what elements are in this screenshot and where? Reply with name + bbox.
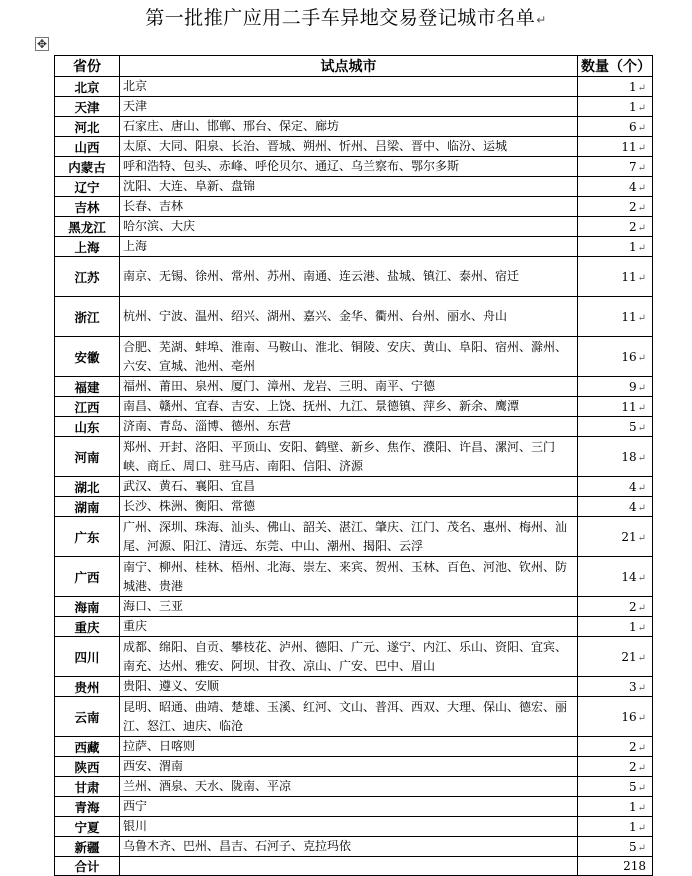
cell-mark-icon: ↵ xyxy=(637,572,646,584)
cities-cell xyxy=(120,597,578,617)
count-cell xyxy=(578,177,653,197)
cities-cell xyxy=(120,397,578,417)
cities-cell xyxy=(120,677,578,697)
cities-text: 西安、渭南 xyxy=(123,759,184,773)
table-row xyxy=(55,757,653,777)
count-text: 14 xyxy=(621,569,637,584)
cities-text: 乌鲁木齐、巴州、昌吉、石河子、克拉玛依 xyxy=(123,839,352,853)
table-row xyxy=(55,817,653,837)
cell-mark-icon: ↵ xyxy=(637,102,646,114)
cities-cell xyxy=(120,477,578,497)
cell-mark-icon: ↵ xyxy=(637,742,646,754)
count-cell xyxy=(578,697,653,737)
cities-cell xyxy=(120,817,578,837)
count-text: 11 xyxy=(621,139,637,154)
cities-table xyxy=(54,55,653,876)
count-text: 2 xyxy=(628,599,637,614)
cities-text: 武汉、黄石、襄阳、宜昌 xyxy=(123,479,256,493)
cities-cell xyxy=(120,617,578,637)
total-cities xyxy=(120,857,578,876)
table-row xyxy=(55,777,653,797)
province-cell: 内蒙古 xyxy=(55,157,120,177)
cities-cell xyxy=(120,257,578,297)
table-row xyxy=(55,677,653,697)
count-cell xyxy=(578,597,653,617)
count-text: 4 xyxy=(628,499,637,514)
table-row xyxy=(55,257,653,297)
cell-mark-icon: ↵ xyxy=(637,502,646,514)
count-cell xyxy=(578,217,653,237)
cities-text: 长春、吉林 xyxy=(123,199,184,213)
cities-text: 海口、三亚 xyxy=(123,599,184,613)
province-cell: 天津 xyxy=(55,97,120,117)
table-row xyxy=(55,117,653,137)
cell-mark-icon: ↵ xyxy=(637,452,646,464)
cell-mark-icon: ↵ xyxy=(637,622,646,634)
table-row xyxy=(55,297,653,337)
count-text: 2 xyxy=(628,739,637,754)
count-cell xyxy=(578,777,653,797)
cities-text: 哈尔滨、大庆 xyxy=(123,219,196,233)
count-cell xyxy=(578,497,653,517)
cell-mark-icon: ↵ xyxy=(637,222,646,234)
province-cell: 河南 xyxy=(55,437,120,477)
cities-text: 重庆 xyxy=(123,619,148,633)
cities-cell xyxy=(120,337,578,377)
province-cell: 四川 xyxy=(55,637,120,677)
table-row xyxy=(55,377,653,397)
count-cell xyxy=(578,837,653,857)
count-text: 11 xyxy=(621,399,637,414)
province-cell: 安徽 xyxy=(55,337,120,377)
cities-cell xyxy=(120,237,578,257)
document-title xyxy=(0,4,692,34)
cities-text: 济南、青岛、淄博、德州、东营 xyxy=(123,419,292,433)
count-text: 21 xyxy=(621,649,637,664)
count-text: 18 xyxy=(621,449,637,464)
cities-text: 拉萨、日喀则 xyxy=(123,739,196,753)
cell-mark-icon: ↵ xyxy=(637,352,646,364)
cities-cell xyxy=(120,297,578,337)
count-text: 2 xyxy=(628,219,637,234)
count-cell xyxy=(578,517,653,557)
table-row xyxy=(55,617,653,637)
count-cell xyxy=(578,237,653,257)
table-row xyxy=(55,397,653,417)
cell-mark-icon: ↵ xyxy=(637,312,646,324)
cell-mark-icon: ↵ xyxy=(637,762,646,774)
count-text: 1 xyxy=(628,239,637,254)
cell-mark-icon: ↵ xyxy=(637,142,646,154)
province-cell: 福建 xyxy=(55,377,120,397)
province-cell: 辽宁 xyxy=(55,177,120,197)
cell-mark-icon: ↵ xyxy=(637,602,646,614)
cell-mark-icon: ↵ xyxy=(637,122,646,134)
table-body xyxy=(55,77,653,876)
table-row xyxy=(55,557,653,597)
header-province: 省份 xyxy=(55,56,120,77)
cell-mark-icon: ↵ xyxy=(637,652,646,664)
title-text: 第一批推广应用二手车异地交易登记城市名单 xyxy=(145,7,536,29)
count-cell xyxy=(578,637,653,677)
cell-mark-icon: ↵ xyxy=(637,182,646,194)
cities-cell xyxy=(120,97,578,117)
cities-cell xyxy=(120,497,578,517)
cities-text: 成都、绵阳、自贡、攀枝花、泸州、德阳、广元、遂宁、内江、乐山、资阳、宜宾、南充、达州、雅安、阿坝、甘孜、凉山、广安、巴中、眉山 xyxy=(123,639,568,673)
table-row xyxy=(55,237,653,257)
count-text: 7 xyxy=(628,159,637,174)
table-row xyxy=(55,197,653,217)
cities-cell xyxy=(120,517,578,557)
count-cell xyxy=(578,737,653,757)
count-cell xyxy=(578,557,653,597)
count-text: 11 xyxy=(621,309,637,324)
count-text: 5 xyxy=(628,419,637,434)
table-move-handle-icon[interactable]: ✥ xyxy=(36,37,48,51)
count-text: 1 xyxy=(628,799,637,814)
cities-text: 郑州、开封、洛阳、平顶山、安阳、鹤壁、新乡、焦作、濮阳、许昌、漯河、三门峡、商丘、周口、驻马店、南阳、信阳、济源 xyxy=(123,439,556,473)
count-cell xyxy=(578,757,653,777)
count-cell xyxy=(578,617,653,637)
count-cell xyxy=(578,197,653,217)
cities-text: 合肥、芜湖、蚌埠、淮南、马鞍山、淮北、铜陵、安庆、黄山、阜阳、宿州、滁州、六安、宣城、池州、亳州 xyxy=(123,339,568,373)
count-text: 1 xyxy=(628,819,637,834)
province-cell: 山西 xyxy=(55,137,120,157)
count-text: 1 xyxy=(628,79,637,94)
province-cell: 海南 xyxy=(55,597,120,617)
cities-text: 沈阳、大连、阜新、盘锦 xyxy=(123,179,256,193)
cell-mark-icon: ↵ xyxy=(637,422,646,434)
count-cell xyxy=(578,817,653,837)
header-count xyxy=(578,56,653,77)
cell-mark-icon: ↵ xyxy=(637,532,646,544)
cell-mark-icon: ↵ xyxy=(637,822,646,834)
count-cell xyxy=(578,797,653,817)
table-row xyxy=(55,97,653,117)
cell-mark-icon: ↵ xyxy=(637,162,646,174)
count-cell xyxy=(578,417,653,437)
cell-mark-icon: ↵ xyxy=(637,802,646,814)
cities-text: 西宁 xyxy=(123,799,148,813)
table-row xyxy=(55,137,653,157)
count-cell xyxy=(578,377,653,397)
cities-text: 兰州、酒泉、天水、陇南、平凉 xyxy=(123,779,292,793)
total-count: 218 xyxy=(578,857,653,876)
province-cell: 黑龙江 xyxy=(55,217,120,237)
cities-text: 昆明、昭通、曲靖、楚雄、玉溪、红河、文山、普洱、西双、大理、保山、德宏、丽江、怒江、迪庆、临沧 xyxy=(123,699,568,733)
cities-text: 南昌、赣州、宜春、吉安、上饶、抚州、九江、景德镇、萍乡、新余、鹰潭 xyxy=(123,399,520,413)
count-text: 2 xyxy=(628,759,637,774)
cities-text: 南京、无锡、徐州、常州、苏州、南通、连云港、盐城、镇江、泰州、宿迁 xyxy=(123,269,520,283)
province-cell: 甘肃 xyxy=(55,777,120,797)
cities-cell xyxy=(120,437,578,477)
cities-cell xyxy=(120,637,578,677)
cities-text: 天津 xyxy=(123,99,148,113)
count-cell xyxy=(578,677,653,697)
count-text: 2 xyxy=(628,199,637,214)
count-cell xyxy=(578,337,653,377)
count-text: 5 xyxy=(628,779,637,794)
count-text: 21 xyxy=(621,529,637,544)
count-text: 6 xyxy=(628,119,637,134)
table-row xyxy=(55,497,653,517)
cities-text: 呼和浩特、包头、赤峰、呼伦贝尔、通辽、乌兰察布、鄂尔多斯 xyxy=(123,159,460,173)
province-cell: 重庆 xyxy=(55,617,120,637)
cities-text: 上海 xyxy=(123,239,148,253)
table-row xyxy=(55,217,653,237)
province-cell: 上海 xyxy=(55,237,120,257)
cities-cell xyxy=(120,697,578,737)
province-cell: 广东 xyxy=(55,517,120,557)
count-text: 16 xyxy=(621,709,637,724)
table-row xyxy=(55,697,653,737)
province-cell: 云南 xyxy=(55,697,120,737)
count-cell xyxy=(578,437,653,477)
cities-cell xyxy=(120,77,578,97)
table-row xyxy=(55,597,653,617)
cities-cell xyxy=(120,417,578,437)
header-count-label: 数量（个） xyxy=(581,59,651,75)
table-row xyxy=(55,637,653,677)
table-row xyxy=(55,417,653,437)
cities-cell xyxy=(120,377,578,397)
cell-mark-icon: ↵ xyxy=(637,382,646,394)
count-text: 1 xyxy=(628,619,637,634)
cities-text: 太原、大同、阳泉、长治、晋城、朔州、忻州、吕梁、晋中、临汾、运城 xyxy=(123,139,508,153)
cities-text: 广州、深圳、珠海、汕头、佛山、韶关、湛江、肇庆、江门、茂名、惠州、梅州、汕尾、河源、阳江、清远、东莞、中山、潮州、揭阳、云浮 xyxy=(123,519,568,553)
table-row xyxy=(55,477,653,497)
province-cell: 宁夏 xyxy=(55,817,120,837)
paragraph-mark: ↵ xyxy=(536,13,547,27)
cities-cell xyxy=(120,737,578,757)
province-cell: 青海 xyxy=(55,797,120,817)
count-cell xyxy=(578,297,653,337)
cities-cell xyxy=(120,177,578,197)
province-cell: 山东 xyxy=(55,417,120,437)
count-cell xyxy=(578,117,653,137)
cities-cell xyxy=(120,217,578,237)
province-cell: 贵州 xyxy=(55,677,120,697)
cities-cell xyxy=(120,157,578,177)
province-cell: 湖南 xyxy=(55,497,120,517)
count-cell xyxy=(578,77,653,97)
cities-text: 贵阳、遵义、安顺 xyxy=(123,679,220,693)
cities-cell xyxy=(120,777,578,797)
province-cell: 河北 xyxy=(55,117,120,137)
cities-text: 杭州、宁波、温州、绍兴、湖州、嘉兴、金华、衢州、台州、丽水、舟山 xyxy=(123,309,508,323)
province-cell: 北京 xyxy=(55,77,120,97)
province-cell: 湖北 xyxy=(55,477,120,497)
cell-mark-icon: ↵ xyxy=(637,82,646,94)
count-text: 4 xyxy=(628,179,637,194)
count-text: 5 xyxy=(628,839,637,854)
table-header-row xyxy=(55,56,653,77)
cities-text: 石家庄、唐山、邯郸、邢台、保定、廊坊 xyxy=(123,119,340,133)
table-row xyxy=(55,797,653,817)
cell-mark-icon: ↵ xyxy=(637,712,646,724)
cities-text: 北京 xyxy=(123,79,148,93)
table-row xyxy=(55,737,653,757)
cell-mark-icon: ↵ xyxy=(637,402,646,414)
province-cell: 浙江 xyxy=(55,297,120,337)
count-text: 16 xyxy=(621,349,637,364)
table-row xyxy=(55,77,653,97)
province-cell: 西藏 xyxy=(55,737,120,757)
cities-cell xyxy=(120,837,578,857)
count-text: 11 xyxy=(621,269,637,284)
province-cell: 陕西 xyxy=(55,757,120,777)
table-row xyxy=(55,337,653,377)
total-row xyxy=(55,857,653,876)
cities-text: 长沙、株洲、衡阳、常德 xyxy=(123,499,256,513)
cell-mark-icon: ↵ xyxy=(637,682,646,694)
province-cell: 江苏 xyxy=(55,257,120,297)
header-cities: 试点城市 xyxy=(120,56,578,77)
count-cell xyxy=(578,97,653,117)
cities-text: 南宁、柳州、桂林、梧州、北海、崇左、来宾、贺州、玉林、百色、河池、钦州、防城港、贵港 xyxy=(123,559,568,593)
cities-cell xyxy=(120,137,578,157)
cities-text: 银川 xyxy=(123,819,148,833)
province-cell: 广西 xyxy=(55,557,120,597)
province-cell: 新疆 xyxy=(55,837,120,857)
count-cell xyxy=(578,137,653,157)
table-row xyxy=(55,837,653,857)
cell-mark-icon: ↵ xyxy=(637,272,646,284)
table-row xyxy=(55,177,653,197)
cities-cell xyxy=(120,557,578,597)
cities-text: 福州、莆田、泉州、厦门、漳州、龙岩、三明、南平、宁德 xyxy=(123,379,436,393)
cell-mark-icon: ↵ xyxy=(637,842,646,854)
count-text: 1 xyxy=(628,99,637,114)
total-label: 合计 xyxy=(55,857,120,876)
province-cell: 吉林 xyxy=(55,197,120,217)
count-text: 9 xyxy=(628,379,637,394)
cities-cell xyxy=(120,797,578,817)
count-cell xyxy=(578,397,653,417)
cities-cell xyxy=(120,197,578,217)
count-cell xyxy=(578,477,653,497)
cities-cell xyxy=(120,757,578,777)
cell-mark-icon: ↵ xyxy=(637,482,646,494)
table-row xyxy=(55,157,653,177)
table-row xyxy=(55,437,653,477)
count-text: 3 xyxy=(628,679,637,694)
table-row xyxy=(55,517,653,557)
cell-mark-icon: ↵ xyxy=(637,202,646,214)
count-text: 4 xyxy=(628,479,637,494)
cell-mark-icon: ↵ xyxy=(637,782,646,794)
province-cell: 江西 xyxy=(55,397,120,417)
count-cell xyxy=(578,257,653,297)
count-cell xyxy=(578,157,653,177)
cities-cell xyxy=(120,117,578,137)
cell-mark-icon: ↵ xyxy=(637,242,646,254)
